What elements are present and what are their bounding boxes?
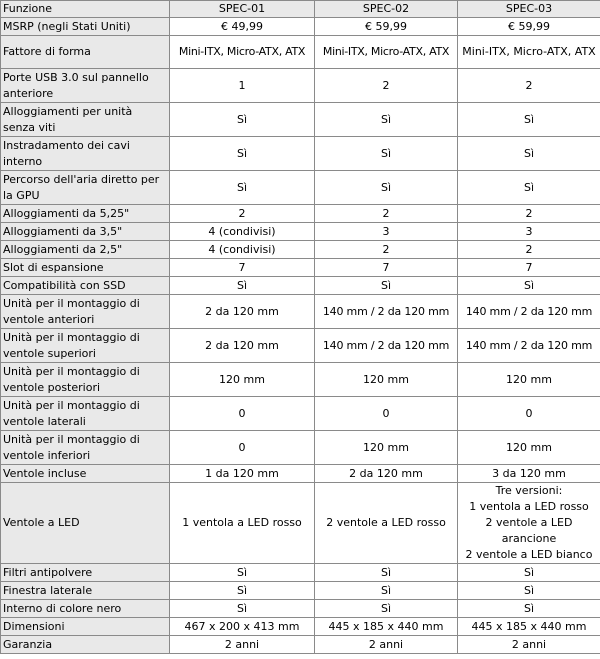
- cell-spec-01: 7: [170, 259, 315, 277]
- cell-spec-01: Sì: [170, 171, 315, 205]
- table-row: [1, 618, 600, 636]
- cell-spec-02: 7: [315, 259, 458, 277]
- cell-spec-02: 2: [315, 205, 458, 223]
- cell-spec-03: Tre versioni: 1 ventola a LED rosso 2 ventole a LED arancione 2 ventole a LED bianco: [458, 483, 600, 564]
- table-row: [1, 363, 600, 397]
- cell-spec-02: 0: [315, 397, 458, 431]
- cell-spec-01: Sì: [170, 600, 315, 618]
- cell-spec-01: Sì: [170, 277, 315, 295]
- cell-spec-03: 120 mm: [458, 363, 600, 397]
- row-label: Alloggiamenti da 2,5": [1, 241, 170, 259]
- cell-spec-03: 0: [458, 397, 600, 431]
- row-label: Slot di espansione: [1, 259, 170, 277]
- table-row: [1, 103, 600, 137]
- cell-spec-01: 1 da 120 mm: [170, 465, 315, 483]
- row-label: Percorso dell'aria diretto per la GPU: [1, 171, 170, 205]
- cell-spec-02: 2: [315, 69, 458, 103]
- row-label: MSRP (negli Stati Uniti): [1, 18, 170, 36]
- cell-spec-03: 3: [458, 223, 600, 241]
- cell-spec-01: 2: [170, 205, 315, 223]
- cell-spec-03: 140 mm / 2 da 120 mm: [458, 295, 600, 329]
- table-row: [1, 295, 600, 329]
- row-label: Instradamento dei cavi interno: [1, 137, 170, 171]
- cell-spec-02: Sì: [315, 137, 458, 171]
- row-label: Alloggiamenti da 5,25": [1, 205, 170, 223]
- row-label: Compatibilità con SSD: [1, 277, 170, 295]
- cell-spec-01: 467 x 200 x 413 mm: [170, 618, 315, 636]
- cell-spec-03: Sì: [458, 171, 600, 205]
- cell-spec-03: Sì: [458, 277, 600, 295]
- table-row: [1, 397, 600, 431]
- table-row: [1, 465, 600, 483]
- table-row: [1, 329, 600, 363]
- row-label: Alloggiamenti per unità senza viti: [1, 103, 170, 137]
- cell-spec-03: 2: [458, 69, 600, 103]
- cell-spec-03: 120 mm: [458, 431, 600, 465]
- cell-spec-01: Sì: [170, 103, 315, 137]
- row-label: Alloggiamenti da 3,5": [1, 223, 170, 241]
- table-row: [1, 223, 600, 241]
- cell-spec-03: Sì: [458, 103, 600, 137]
- cell-spec-02: 2 da 120 mm: [315, 465, 458, 483]
- cell-spec-03: Mini-ITX, Micro-ATX, ATX: [458, 36, 600, 69]
- row-label: Filtri antipolvere: [1, 564, 170, 582]
- table-row: [1, 36, 600, 69]
- cell-spec-02: Mini-ITX, Micro-ATX, ATX: [315, 36, 458, 69]
- table-row: [1, 277, 600, 295]
- table-row: [1, 431, 600, 465]
- cell-spec-01: Sì: [170, 137, 315, 171]
- cell-spec-03: Sì: [458, 564, 600, 582]
- table-row: [1, 69, 600, 103]
- cell-spec-03: € 59,99: [458, 18, 600, 36]
- cell-spec-01: 0: [170, 431, 315, 465]
- row-label: Porte USB 3.0 sul pannello anteriore: [1, 69, 170, 103]
- cell-spec-03: 2: [458, 205, 600, 223]
- cell-spec-01: 2 da 120 mm: [170, 329, 315, 363]
- cell-spec-01: 2 anni: [170, 636, 315, 654]
- cell-spec-03: 2 anni: [458, 636, 600, 654]
- cell-spec-01: 120 mm: [170, 363, 315, 397]
- table-row: [1, 582, 600, 600]
- table-row: [1, 483, 600, 564]
- row-label: Interno di colore nero: [1, 600, 170, 618]
- table-row: [1, 137, 600, 171]
- row-label: Unità per il montaggio di ventole posteriori: [1, 363, 170, 397]
- cell-spec-02: Sì: [315, 171, 458, 205]
- cell-spec-01: 4 (condivisi): [170, 241, 315, 259]
- header-spec-03: SPEC-03: [458, 1, 600, 18]
- row-label: Unità per il montaggio di ventole anteriori: [1, 295, 170, 329]
- cell-spec-03: 2: [458, 241, 600, 259]
- cell-spec-01: Sì: [170, 582, 315, 600]
- row-label: Unità per il montaggio di ventole superiori: [1, 329, 170, 363]
- header-feature: Funzione: [1, 1, 170, 18]
- cell-spec-01: Sì: [170, 564, 315, 582]
- table-row: [1, 205, 600, 223]
- cell-spec-03: Sì: [458, 137, 600, 171]
- cell-spec-03: 140 mm / 2 da 120 mm: [458, 329, 600, 363]
- cell-spec-02: 140 mm / 2 da 120 mm: [315, 329, 458, 363]
- row-label: Garanzia: [1, 636, 170, 654]
- row-label: Ventole incluse: [1, 465, 170, 483]
- cell-spec-03: Sì: [458, 600, 600, 618]
- cell-spec-02: Sì: [315, 277, 458, 295]
- cell-spec-02: 140 mm / 2 da 120 mm: [315, 295, 458, 329]
- cell-spec-01: Mini-ITX, Micro-ATX, ATX: [170, 36, 315, 69]
- cell-spec-03: 445 x 185 x 440 mm: [458, 618, 600, 636]
- cell-spec-01: 0: [170, 397, 315, 431]
- cell-spec-03: 7: [458, 259, 600, 277]
- table-row: [1, 636, 600, 654]
- table-row: [1, 600, 600, 618]
- cell-spec-02: 120 mm: [315, 431, 458, 465]
- cell-spec-02: 2: [315, 241, 458, 259]
- cell-spec-02: Sì: [315, 103, 458, 137]
- cell-spec-02: 3: [315, 223, 458, 241]
- cell-spec-01: 4 (condivisi): [170, 223, 315, 241]
- cell-spec-02: 2 anni: [315, 636, 458, 654]
- row-label: Unità per il montaggio di ventole laterali: [1, 397, 170, 431]
- row-label: Dimensioni: [1, 618, 170, 636]
- header-spec-02: SPEC-02: [315, 1, 458, 18]
- cell-spec-01: 1 ventola a LED rosso: [170, 483, 315, 564]
- cell-spec-01: € 49,99: [170, 18, 315, 36]
- cell-spec-02: 445 x 185 x 440 mm: [315, 618, 458, 636]
- header-row: [1, 1, 600, 18]
- row-label: Fattore di forma: [1, 36, 170, 69]
- cell-spec-03: 3 da 120 mm: [458, 465, 600, 483]
- table-row: [1, 241, 600, 259]
- cell-spec-01: 2 da 120 mm: [170, 295, 315, 329]
- cell-spec-02: € 59,99: [315, 18, 458, 36]
- cell-spec-02: Sì: [315, 582, 458, 600]
- cell-spec-02: Sì: [315, 600, 458, 618]
- cell-spec-02: 120 mm: [315, 363, 458, 397]
- cell-spec-01: 1: [170, 69, 315, 103]
- row-label: Unità per il montaggio di ventole inferiori: [1, 431, 170, 465]
- table-row: [1, 18, 600, 36]
- table-row: [1, 564, 600, 582]
- table-row: [1, 259, 600, 277]
- cell-spec-02: Sì: [315, 564, 458, 582]
- header-spec-01: SPEC-01: [170, 1, 315, 18]
- table-row: [1, 171, 600, 205]
- cell-spec-03: Sì: [458, 582, 600, 600]
- row-label: Ventole a LED: [1, 483, 170, 564]
- row-label: Finestra laterale: [1, 582, 170, 600]
- cell-spec-02: 2 ventole a LED rosso: [315, 483, 458, 564]
